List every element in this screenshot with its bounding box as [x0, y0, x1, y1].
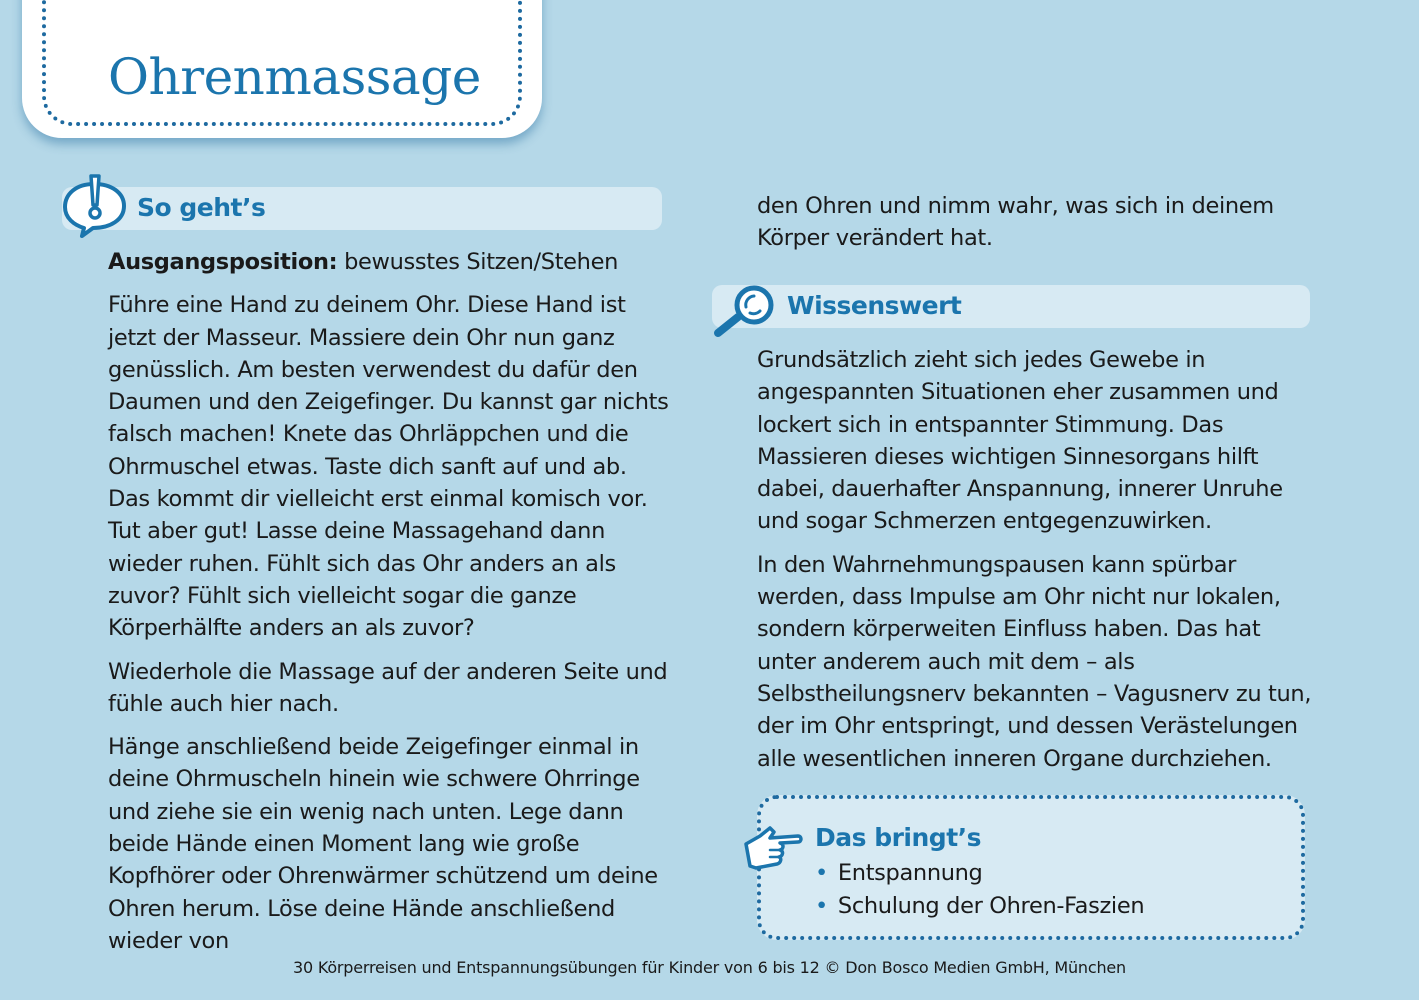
page-title: Ohrenmassage [108, 48, 481, 106]
paragraph: Wiederhole die Massage auf der anderen Seite und fühle auch hier nach. [108, 658, 668, 717]
exclamation-speech-bubble-icon [60, 172, 130, 238]
magnifier-icon [710, 283, 780, 343]
page-footer: 30 Körperreisen und Entspannungsübungen für Kinder von 6 bis 12 © Don Bosco Medien GmbH, München [293, 958, 1126, 977]
paragraph: In den Wahrnehmungspausen kann spürbar werden, dass Impulse am Ohr nicht nur lokalen, sondern körperweiten Einfluss haben. Das hat unter anderem auch mit dem – als Selbstheilungsnerv bekannten – Vagusnerv zu tun, der im Ohr entspringt, und dessen Verästelungen alle wesentlichen inneren Organe durchziehen. [757, 551, 1312, 772]
pointing-hand-icon [740, 822, 806, 872]
section-heading: Wissenswert [787, 291, 962, 320]
section-header-wissenswert [712, 285, 1310, 328]
benefits-list [815, 857, 1144, 922]
paragraph: den Ohren und nimm wahr, was sich in deinem Körper verändert hat. [757, 193, 1274, 252]
benefits-heading: Das bringt’s [815, 823, 982, 852]
so-gehts-body-continued [757, 190, 1277, 266]
paragraph: Grundsätzlich zieht sich jedes Gewebe in angespannten Situationen eher zusammen und lockert sich in entspannter Stimmung. Das Massieren dieses wichtigen Sinnesorgans hilft dabei, dauerhafter Anspannung, innerer Unruhe und sogar Schmerzen entgegenzuwirken. [757, 347, 1283, 535]
so-gehts-body [108, 246, 673, 968]
benefit-item: • Schulung der Ohren-Faszien [815, 890, 1144, 923]
paragraph: Führe eine Hand zu deinem Ohr. Diese Hand ist jetzt der Masseur. Massiere dein Ohr nun ganz genüsslich. Am besten verwendest du dafür den Daumen und den Zeigefinger. Du kannst gar nichts falsch machen! Knete das Ohrläppchen und die Ohrmuschel etwas. Taste dich sanft auf und ab. Das kommt dir vielleicht erst einmal komisch vor. Tut aber gut! Lasse deine Massagehand dann wieder ruhen. Fühlt sich das Ohr anders an als zuvor? Fühlt sich vielleicht sogar die ganze Körperhälfte anders an als zuvor? [108, 292, 669, 642]
wissenswert-body [757, 344, 1317, 786]
paragraph: Hänge anschließend beide Zeigefinger einmal in deine Ohrmuscheln hinein wie schwere Ohrringe und ziehe sie ein wenig nach unten. Lege dann beide Hände einen Moment lang wie große Kopfhörer oder Ohrenwärmer schützend um deine Ohren herum. Löse deine Hände anschließend wieder von [108, 734, 658, 954]
start-position-value: bewusstes Sitzen/Stehen [337, 249, 618, 275]
section-heading: So geht’s [137, 193, 266, 222]
start-position [108, 246, 673, 278]
start-position-label: Ausgangsposition: [108, 249, 338, 275]
benefit-item: • Entspannung [815, 857, 1144, 890]
section-header-so-gehts [62, 187, 662, 230]
benefits-box [757, 795, 1305, 940]
